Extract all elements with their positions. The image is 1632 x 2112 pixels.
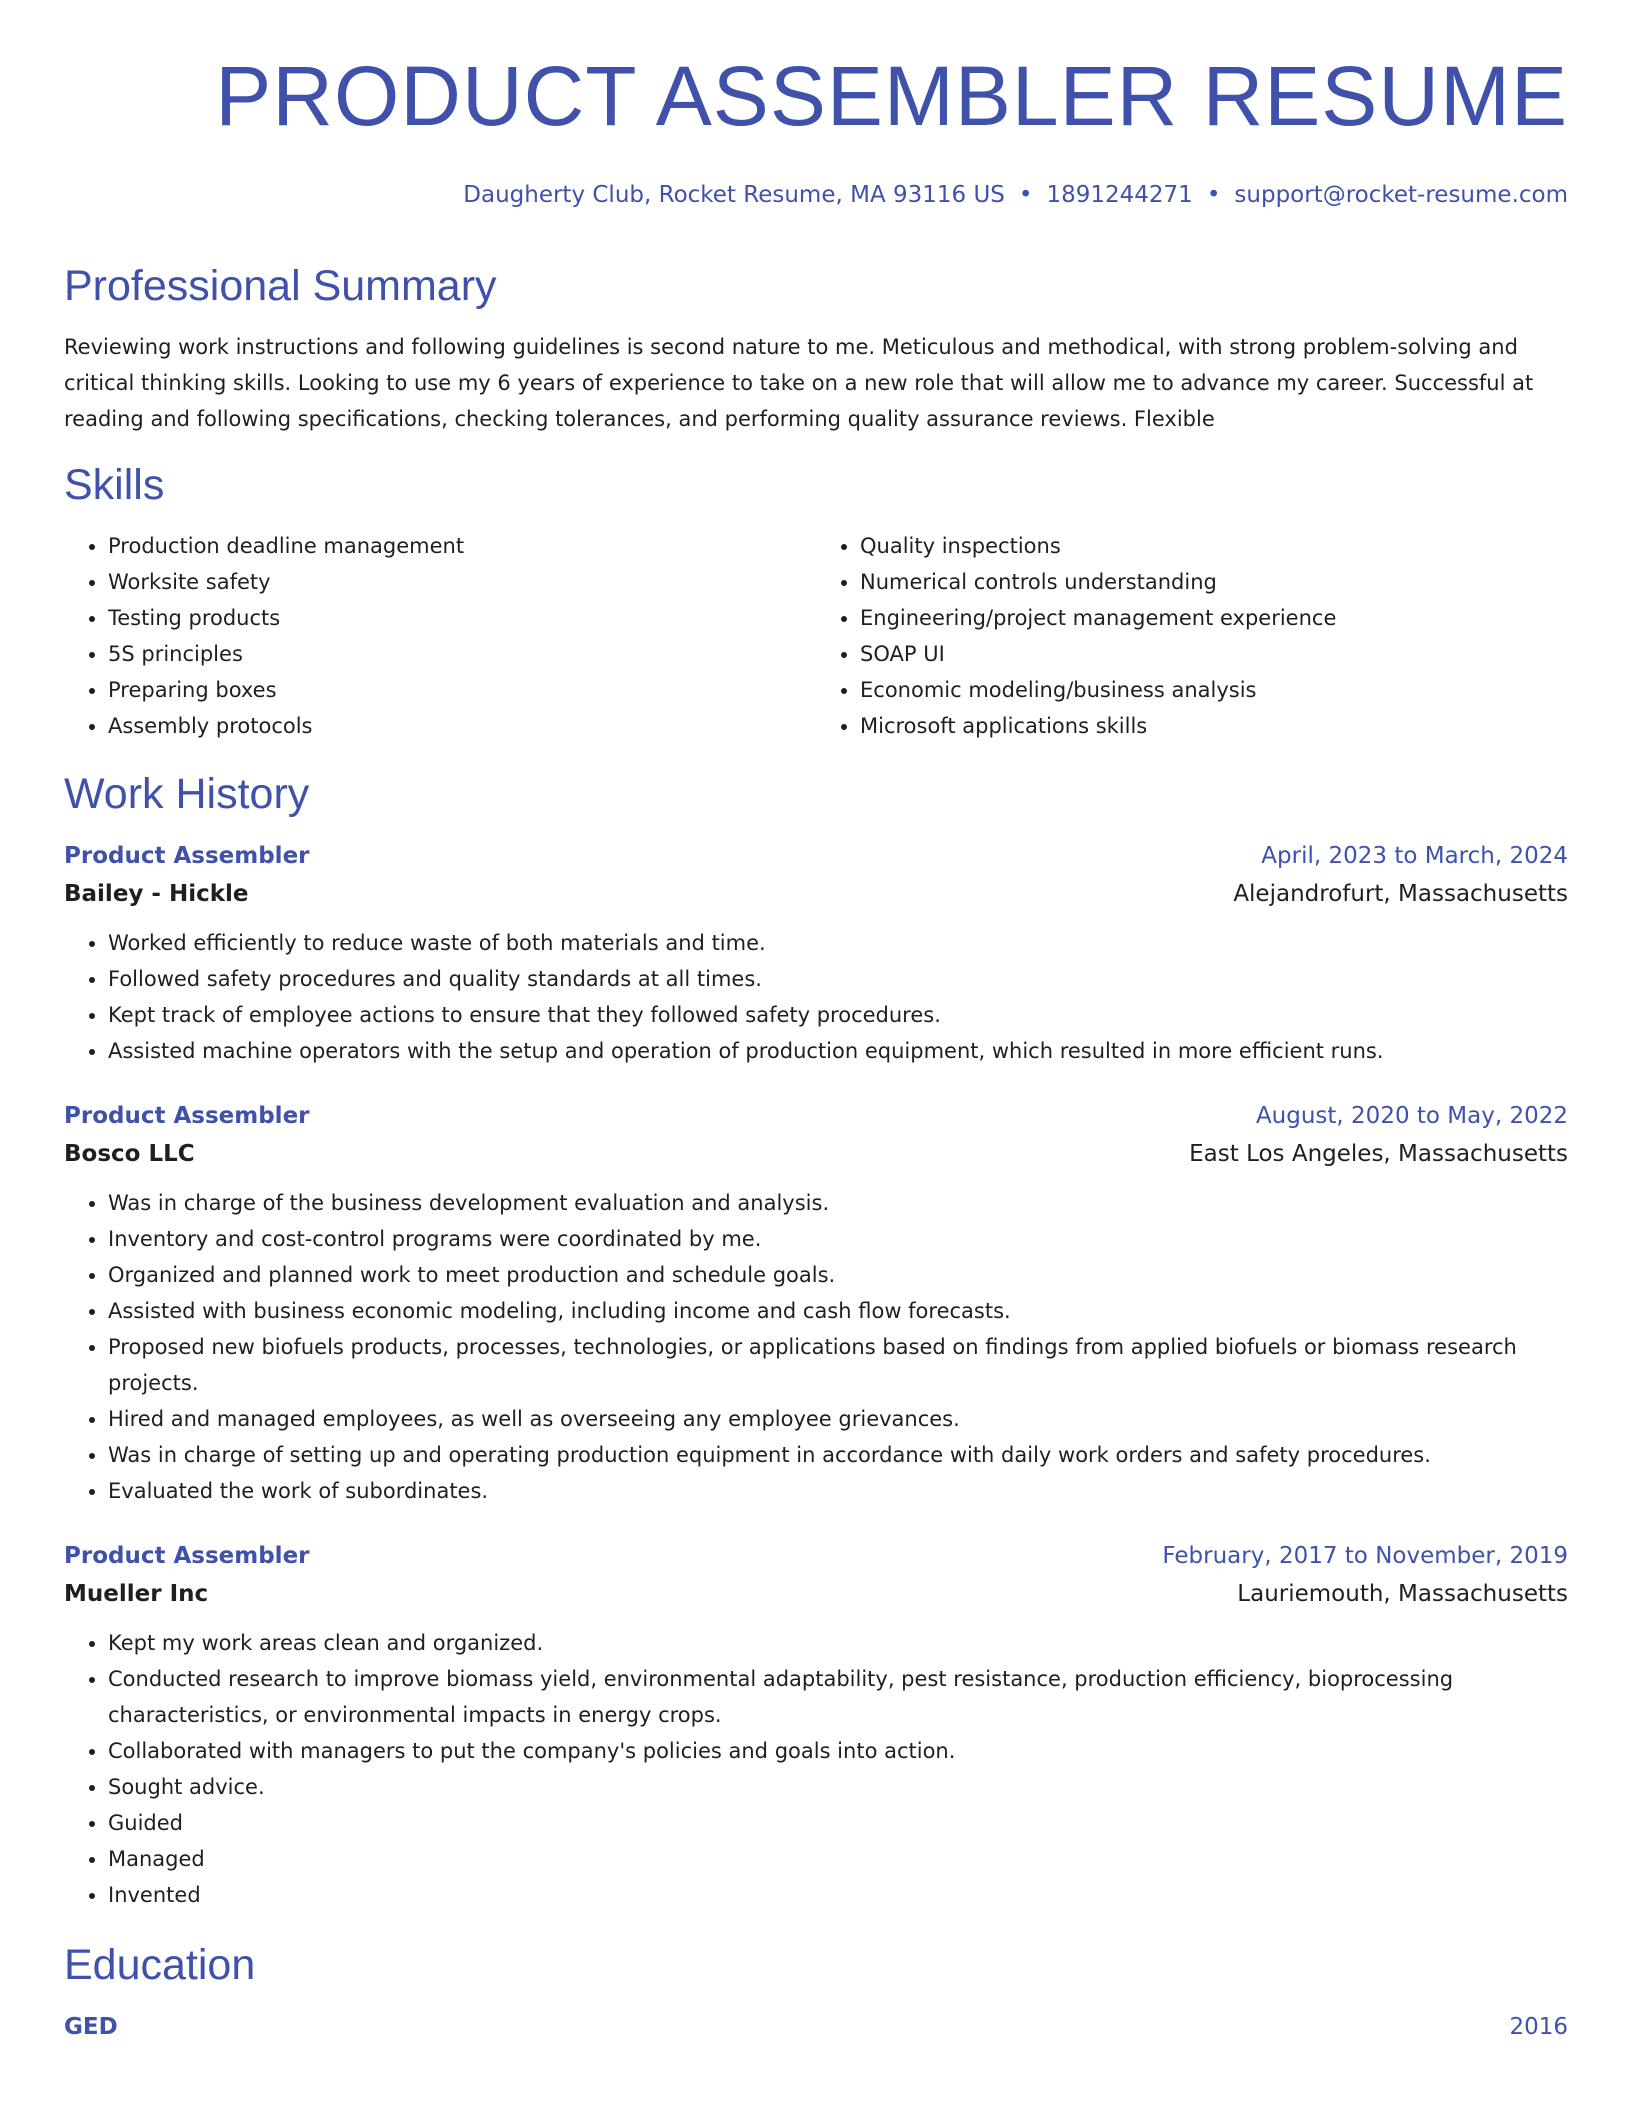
education-year: 2016 bbox=[1509, 2014, 1568, 2040]
summary-text: Reviewing work instructions and following guidelines is second nature to me. Meticulous and methodical, with strong problem-solving and critical thinking skills. Looking to use my 6 years of experience to take on a new role that will allow me to advance my career. Successful at reading and following specifications, checking tolerances, and performing quality assurance reviews. Flexible bbox=[64, 335, 1534, 431]
job-header bbox=[64, 837, 1568, 875]
job-bullet: • Was in charge of the business development evaluation and analysis. bbox=[108, 1185, 1568, 1221]
job-bullet: • Worked efficiently to reduce waste of both materials and time. bbox=[108, 925, 1568, 961]
job-entry bbox=[64, 1097, 1568, 1509]
job-bullet: • Sought advice. bbox=[108, 1769, 1568, 1805]
job-subheader bbox=[64, 875, 1568, 913]
work-history-heading: Work History bbox=[64, 770, 310, 818]
separator: • bbox=[1206, 182, 1221, 208]
skill-item: • Numerical controls understanding bbox=[860, 564, 1568, 600]
job-dates: August, 2020 to May, 2022 bbox=[1255, 1103, 1568, 1129]
job-bullet: • Was in charge of setting up and operating production equipment in accordance with daily work orders and safety procedures. bbox=[108, 1437, 1568, 1473]
job-location: Alejandrofurt, Massachusetts bbox=[1233, 881, 1568, 907]
job-entry bbox=[64, 837, 1568, 1069]
job-location: East Los Angeles, Massachusetts bbox=[1189, 1141, 1568, 1167]
job-bullets bbox=[64, 1625, 1568, 1913]
skill-item: • Engineering/project management experience bbox=[860, 600, 1568, 636]
skill-item: • Preparing boxes bbox=[108, 672, 816, 708]
contact-line bbox=[463, 182, 1568, 208]
skill-item: • Economic modeling/business analysis bbox=[860, 672, 1568, 708]
job-bullet: • Proposed new biofuels products, processes, technologies, or applications based on findings from applied biofuels or biomass research projects. bbox=[108, 1329, 1568, 1401]
job-subheader bbox=[64, 1135, 1568, 1173]
job-bullets bbox=[64, 1185, 1568, 1509]
job-bullet: • Kept track of employee actions to ensure that they followed safety procedures. bbox=[108, 997, 1568, 1033]
job-bullet: • Assisted machine operators with the setup and operation of production equipment, which resulted in more efficient runs. bbox=[108, 1033, 1568, 1069]
skill-item: • Worksite safety bbox=[108, 564, 816, 600]
job-bullet: • Followed safety procedures and quality standards at all times. bbox=[108, 961, 1568, 997]
skills-right-list bbox=[816, 528, 1568, 744]
skills-heading: Skills bbox=[64, 461, 165, 509]
job-header bbox=[64, 1537, 1568, 1575]
job-bullet: • Organized and planned work to meet production and schedule goals. bbox=[108, 1257, 1568, 1293]
degree: GED bbox=[64, 2014, 118, 2040]
resume-title: PRODUCT ASSEMBLER RESUME bbox=[215, 49, 1568, 143]
summary-heading: Professional Summary bbox=[64, 262, 497, 310]
skills-columns bbox=[64, 528, 1568, 744]
separator: • bbox=[1018, 182, 1033, 208]
job-bullet: • Kept my work areas clean and organized. bbox=[108, 1625, 1568, 1661]
education-entry bbox=[64, 2008, 1568, 2046]
job-title: Product Assembler bbox=[64, 1543, 310, 1569]
skill-item: • Quality inspections bbox=[860, 528, 1568, 564]
job-bullet: • Inventory and cost-control programs were coordinated by me. bbox=[108, 1221, 1568, 1257]
job-bullet: • Evaluated the work of subordinates. bbox=[108, 1473, 1568, 1509]
skills-left-list bbox=[64, 528, 816, 744]
job-subheader bbox=[64, 1575, 1568, 1613]
job-location: Lauriemouth, Massachusetts bbox=[1237, 1581, 1568, 1607]
job-bullet: • Invented bbox=[108, 1877, 1568, 1913]
phone: 1891244271 bbox=[1046, 182, 1193, 208]
skill-item: • SOAP UI bbox=[860, 636, 1568, 672]
skill-item: • 5S principles bbox=[108, 636, 816, 672]
skill-item: • Microsoft applications skills bbox=[860, 708, 1568, 744]
skill-item: • Assembly protocols bbox=[108, 708, 816, 744]
job-bullet: • Managed bbox=[108, 1841, 1568, 1877]
skill-item: • Production deadline management bbox=[108, 528, 816, 564]
job-bullet: • Hired and managed employees, as well as overseeing any employee grievances. bbox=[108, 1401, 1568, 1437]
email-link[interactable]: support@rocket-resume.com bbox=[1234, 182, 1568, 208]
job-title: Product Assembler bbox=[64, 843, 310, 869]
job-header bbox=[64, 1097, 1568, 1135]
address: Daugherty Club, Rocket Resume, MA 93116 US bbox=[463, 182, 1005, 208]
job-bullet: • Assisted with business economic modeling, including income and cash flow forecasts. bbox=[108, 1293, 1568, 1329]
job-company: Bailey - Hickle bbox=[64, 881, 249, 907]
job-bullet: • Guided bbox=[108, 1805, 1568, 1841]
resume-content bbox=[64, 262, 1568, 2046]
skill-item: • Testing products bbox=[108, 600, 816, 636]
job-dates: February, 2017 to November, 2019 bbox=[1162, 1543, 1568, 1569]
job-entry bbox=[64, 1537, 1568, 1913]
job-company: Bosco LLC bbox=[64, 1141, 195, 1167]
job-bullet: • Conducted research to improve biomass yield, environmental adaptability, pest resistance, production efficiency, bioprocessing characteristics, or environmental impacts in energy crops. bbox=[108, 1661, 1568, 1733]
job-dates: April, 2023 to March, 2024 bbox=[1261, 843, 1568, 869]
education-heading: Education bbox=[64, 1941, 256, 1989]
work-history-section bbox=[64, 770, 1568, 1913]
job-bullet: • Collaborated with managers to put the company's policies and goals into action. bbox=[108, 1733, 1568, 1769]
job-company: Mueller Inc bbox=[64, 1581, 209, 1607]
skills-section bbox=[64, 461, 1568, 744]
job-bullets bbox=[64, 925, 1568, 1069]
education-section bbox=[64, 1941, 1568, 2046]
job-title: Product Assembler bbox=[64, 1103, 310, 1129]
summary-section bbox=[64, 262, 1568, 437]
